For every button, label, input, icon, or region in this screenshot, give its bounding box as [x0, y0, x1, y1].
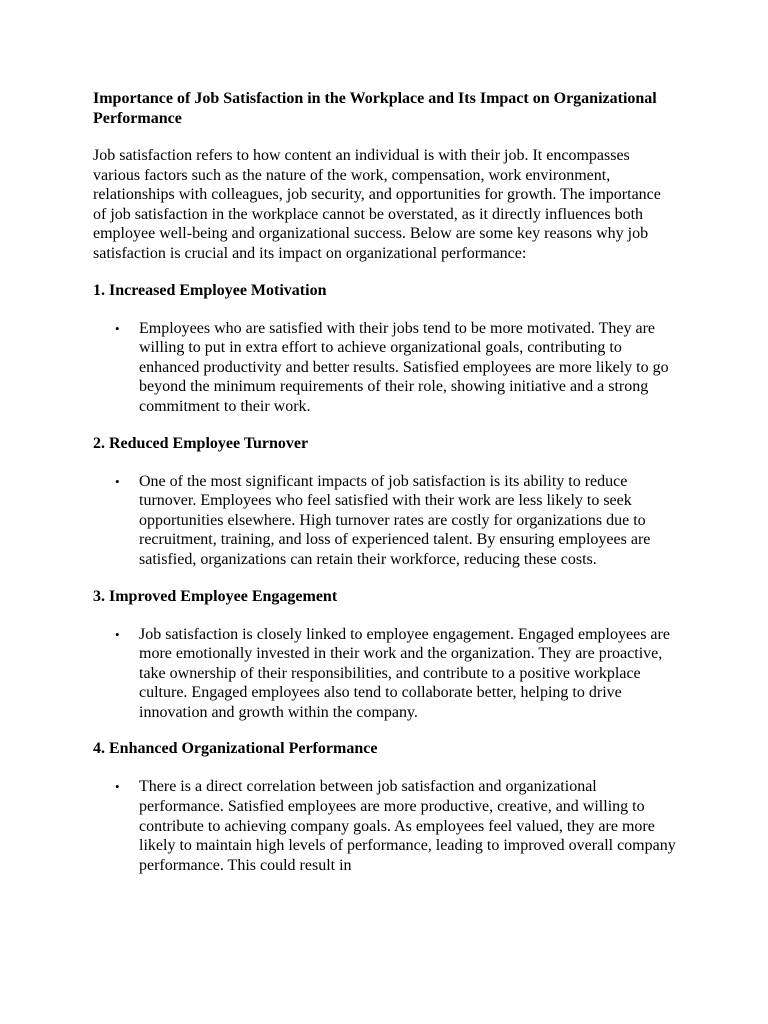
bullet-text: Employees who are satisfied with their jobs tend to be more motivated. They are willing to put in extra effort to achieve organizational goals, contributing to enhanced productivity and better results. Satisfied employees are more likely to go beyond the minimum requirements of their role, showing initiative and a strong commitment to their work. [139, 319, 669, 415]
document-page [93, 89, 678, 892]
bullet-icon: • [115, 626, 120, 642]
bullet-icon: • [115, 473, 120, 489]
bullet-list [93, 625, 678, 723]
bullet-text: There is a direct correlation between job satisfaction and organizational performance. Satisfied employees are more productive, creative, and willing to contribute to achieving company goals. As employees feel valued, they are more likely to maintain high levels of performance, leading to improved overall company performance. This could result in [139, 778, 676, 874]
bullet-icon: • [115, 779, 120, 795]
intro-paragraph: Job satisfaction refers to how content an individual is with their job. It encompasses various factors such as the nature of the work, compensation, work environment, relationships with colleagues, job security, and opportunities for growth. The importance of job satisfaction in the workplace cannot be overstated, as it directly influences both employee well-being and organizational success. Below are some key reasons why job satisfaction is crucial and its impact on organizational performance: [93, 147, 661, 262]
bullet-icon: • [115, 320, 120, 336]
section-heading-turnover: 2. Reduced Employee Turnover [93, 434, 309, 452]
bullet-text: Job satisfaction is closely linked to employee engagement. Engaged employees are more emotionally invested in their work and the organization. They are proactive, take ownership of their responsibilities, and contribute to a positive workplace culture. Engaged employees also tend to collaborate better, helping to drive innovation and growth within the company. [139, 625, 670, 721]
list-item [93, 625, 678, 723]
document-title: Importance of Job Satisfaction in the Workplace and Its Impact on Organizational Performance [93, 90, 657, 127]
bullet-list [93, 472, 678, 570]
section-heading-performance: 4. Enhanced Organizational Performance [93, 740, 378, 758]
list-item [93, 777, 678, 875]
section-heading-engagement: 3. Improved Employee Engagement [93, 587, 338, 605]
section-heading-motivation: 1. Increased Employee Motivation [93, 281, 327, 299]
bullet-list [93, 777, 678, 875]
bullet-list [93, 319, 678, 417]
list-item [93, 319, 678, 417]
bullet-text: One of the most significant impacts of job satisfaction is its ability to reduce turnover. Employees who feel satisfied with their work are less likely to seek opportunities elsewhere. High turnover rates are costly for organizations due to recruitment, training, and loss of experienced talent. By ensuring employees are satisfied, organizations can retain their workforce, reducing these costs. [139, 472, 651, 568]
list-item [93, 472, 678, 570]
